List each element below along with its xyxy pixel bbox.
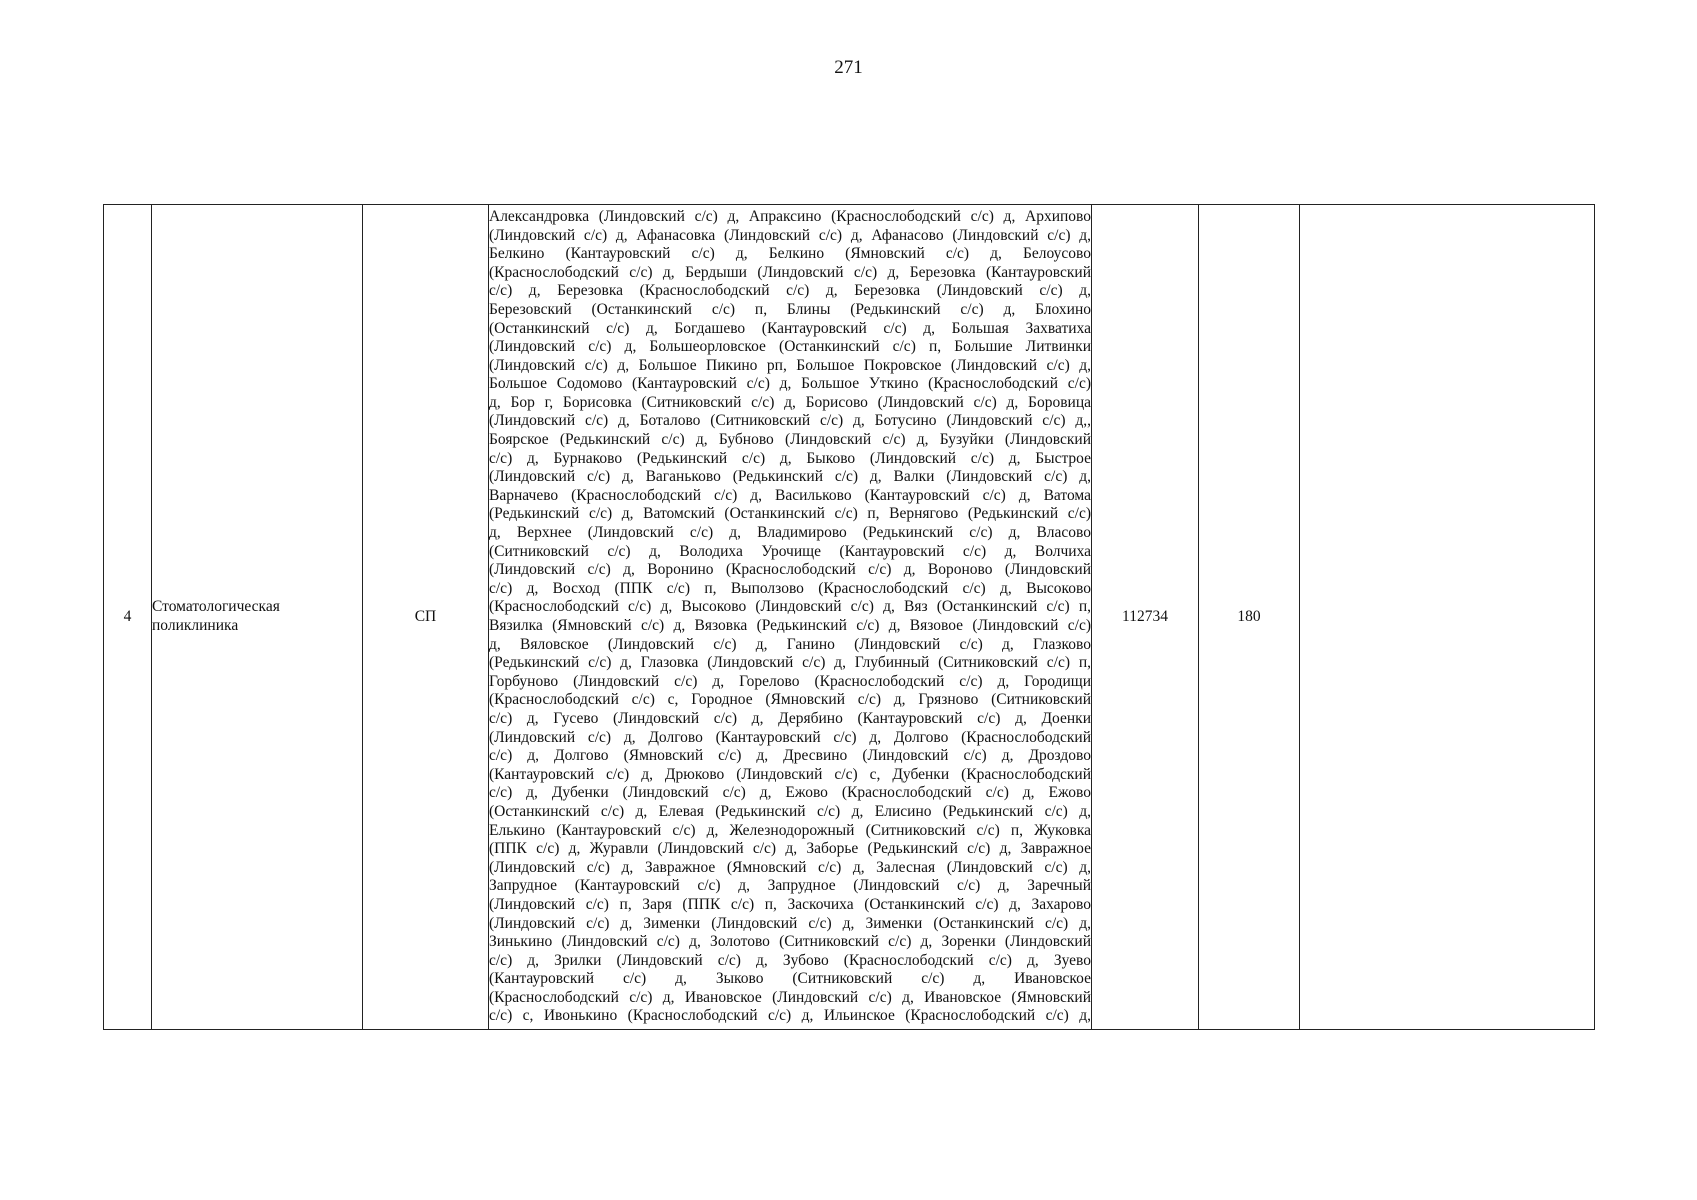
type-cell: СП [363,205,489,1030]
settlements-line: с/с) д, Березовка (Краснослободский с/с) д, Березовка (Линдовский с/с) д, [489,282,1091,300]
settlements-line: с/с) д, Долгово (Ямновский с/с) д, Дресвино (Линдовский с/с) д, Дроздово [489,747,1091,765]
settlements-line: д, Бор г, Борисовка (Ситниковский с/с) д, Борисово (Линдовский с/с) д, Боровица [489,393,1091,411]
data-table [103,204,1595,1030]
code-cell: 112734 [1092,205,1199,1030]
settlements-line: (Линдовский с/с) д, Большое Пикино рп, Большое Покровское (Линдовский с/с) д, [489,356,1091,374]
page-number: 271 [834,57,863,78]
settlements-line: (Кантауровский с/с) д, Зыково (Ситниковский с/с) д, Ивановское [489,970,1091,988]
settlements-line: (Редькинский с/с) д, Ватомский (Останкинский с/с) п, Вернягово (Редькинский с/с) [489,505,1091,523]
settlements-line: (Ситниковский с/с) д, Володиха Урочище (Кантауровский с/с) д, Волчиха [489,542,1091,560]
settlements-cell [489,205,1092,1030]
settlements-line: (Линдовский с/с) д, Воронино (Краснослободский с/с) д, Вороново (Линдовский [489,561,1091,579]
settlements-line: (Линдовский с/с) п, Заря (ППК с/с) п, Заскочиха (Останкинский с/с) д, Захарово [489,895,1091,913]
settlements-line: с/с) с, Ивонькино (Краснослободский с/с) д, Ильинское (Краснослободский с/с) д, [489,1007,1091,1025]
institution-name-cell [152,205,363,1030]
empty-cell [1300,205,1595,1030]
settlements-line: Зинькино (Линдовский с/с) д, Золотово (Ситниковский с/с) д, Зоренки (Линдовский [489,933,1091,951]
settlements-line: Александровка (Линдовский с/с) д, Апраксино (Краснослободский с/с) д, Архипово [489,207,1091,225]
settlements-line: (Останкинский с/с) д, Елевая (Редькинский с/с) д, Елисино (Редькинский с/с) д, [489,802,1091,820]
settlements-line: д, Верхнее (Линдовский с/с) д, Владимирово (Редькинский с/с) д, Власово [489,524,1091,542]
settlements-line: (Линдовский с/с) д, Ваганьково (Редькинский с/с) д, Валки (Линдовский с/с) д, [489,468,1091,486]
value-cell: 180 [1199,205,1300,1030]
settlements-line: Боярское (Редькинский с/с) д, Бубново (Линдовский с/с) д, Бузуйки (Линдовский [489,431,1091,449]
settlements-line: с/с) д, Бурнаково (Редькинский с/с) д, Быково (Линдовский с/с) д, Быстрое [489,449,1091,467]
settlements-line: с/с) д, Гусево (Линдовский с/с) д, Дерябино (Кантауровский с/с) д, Доенки [489,709,1091,727]
settlements-line: Елькино (Кантауровский с/с) д, Железнодорожный (Ситниковский с/с) п, Жуковка [489,821,1091,839]
settlements-line: (Линдовский с/с) д, Боталово (Ситниковский с/с) д, Ботусино (Линдовский с/с) д,, [489,412,1091,430]
institution-name-line: поликлиника [152,617,239,634]
settlements-line: Горбуново (Линдовский с/с) д, Горелово (Краснослободский с/с) д, Городищи [489,672,1091,690]
settlements-line: (Редькинский с/с) д, Глазовка (Линдовский с/с) д, Глубинный (Ситниковский с/с) п, [489,654,1091,672]
settlements-line: (Линдовский с/с) д, Зименки (Линдовский с/с) д, Зименки (Останкинский с/с) д, [489,914,1091,932]
settlements-line: с/с) д, Восход (ППК с/с) п, Выползово (Краснослободский с/с) д, Высоково [489,579,1091,597]
settlements-line: Вязилка (Ямновский с/с) д, Вязовка (Редькинский с/с) д, Вязовое (Линдовский с/с) [489,617,1091,634]
institution-name-line: Стоматологическая [152,598,280,616]
settlements-line: (Линдовский с/с) д, Долгово (Кантауровский с/с) д, Долгово (Краснослободский [489,728,1091,746]
settlements-line: (Линдовский с/с) д, Завражное (Ямновский с/с) д, Залесная (Линдовский с/с) д, [489,858,1091,876]
row-number-cell: 4 [104,205,152,1030]
settlements-line: (Краснослободский с/с) д, Ивановское (Линдовский с/с) д, Ивановское (Ямновский [489,988,1091,1006]
settlements-line: (Краснослободский с/с) с, Городное (Ямновский с/с) д, Грязново (Ситниковский [489,691,1091,709]
settlements-line: Белкино (Кантауровский с/с) д, Белкино (Ямновский с/с) д, Белоусово [489,245,1091,263]
settlements-line: (Линдовский с/с) д, Большеорловское (Останкинский с/с) п, Большие Литвинки [489,338,1091,356]
settlements-line: Большое Содомово (Кантауровский с/с) д, Большое Уткино (Краснослободский с/с) [489,375,1091,393]
settlements-line: с/с) д, Дубенки (Линдовский с/с) д, Ежово (Краснослободский с/с) д, Ежово [489,784,1091,802]
table-row [104,205,1595,1030]
settlements-line: Варначево (Краснослободский с/с) д, Васильково (Кантауровский с/с) д, Ватома [489,486,1091,504]
settlements-line: с/с) д, Зрилки (Линдовский с/с) д, Зубово (Краснослободский с/с) д, Зуево [489,951,1091,969]
settlements-line: (Линдовский с/с) д, Афанасовка (Линдовский с/с) д, Афанасово (Линдовский с/с) д, [489,226,1091,244]
settlements-line: (Краснослободский с/с) д, Высоково (Линдовский с/с) д, Вяз (Останкинский с/с) п, [489,598,1091,616]
settlements-line: д, Вяловское (Линдовский с/с) д, Ганино (Линдовский с/с) д, Глазково [489,635,1091,653]
settlements-line: (Кантауровский с/с) д, Дрюково (Линдовский с/с) с, Дубенки (Краснослободский [489,765,1091,783]
settlements-line: (ППК с/с) д, Журавли (Линдовский с/с) д, Заборье (Редькинский с/с) д, Завражное [489,840,1091,858]
settlements-line: (Останкинский с/с) д, Богдашево (Кантауровский с/с) д, Большая Захватиха [489,319,1091,337]
settlements-line: Запрудное (Кантауровский с/с) д, Запрудное (Линдовский с/с) д, Заречный [489,877,1091,895]
settlements-line: Березовский (Останкинский с/с) п, Блины (Редькинский с/с) д, Блохино [489,300,1091,318]
settlements-line: (Краснослободский с/с) д, Бердыши (Линдовский с/с) д, Березовка (Кантауровский [489,263,1091,281]
